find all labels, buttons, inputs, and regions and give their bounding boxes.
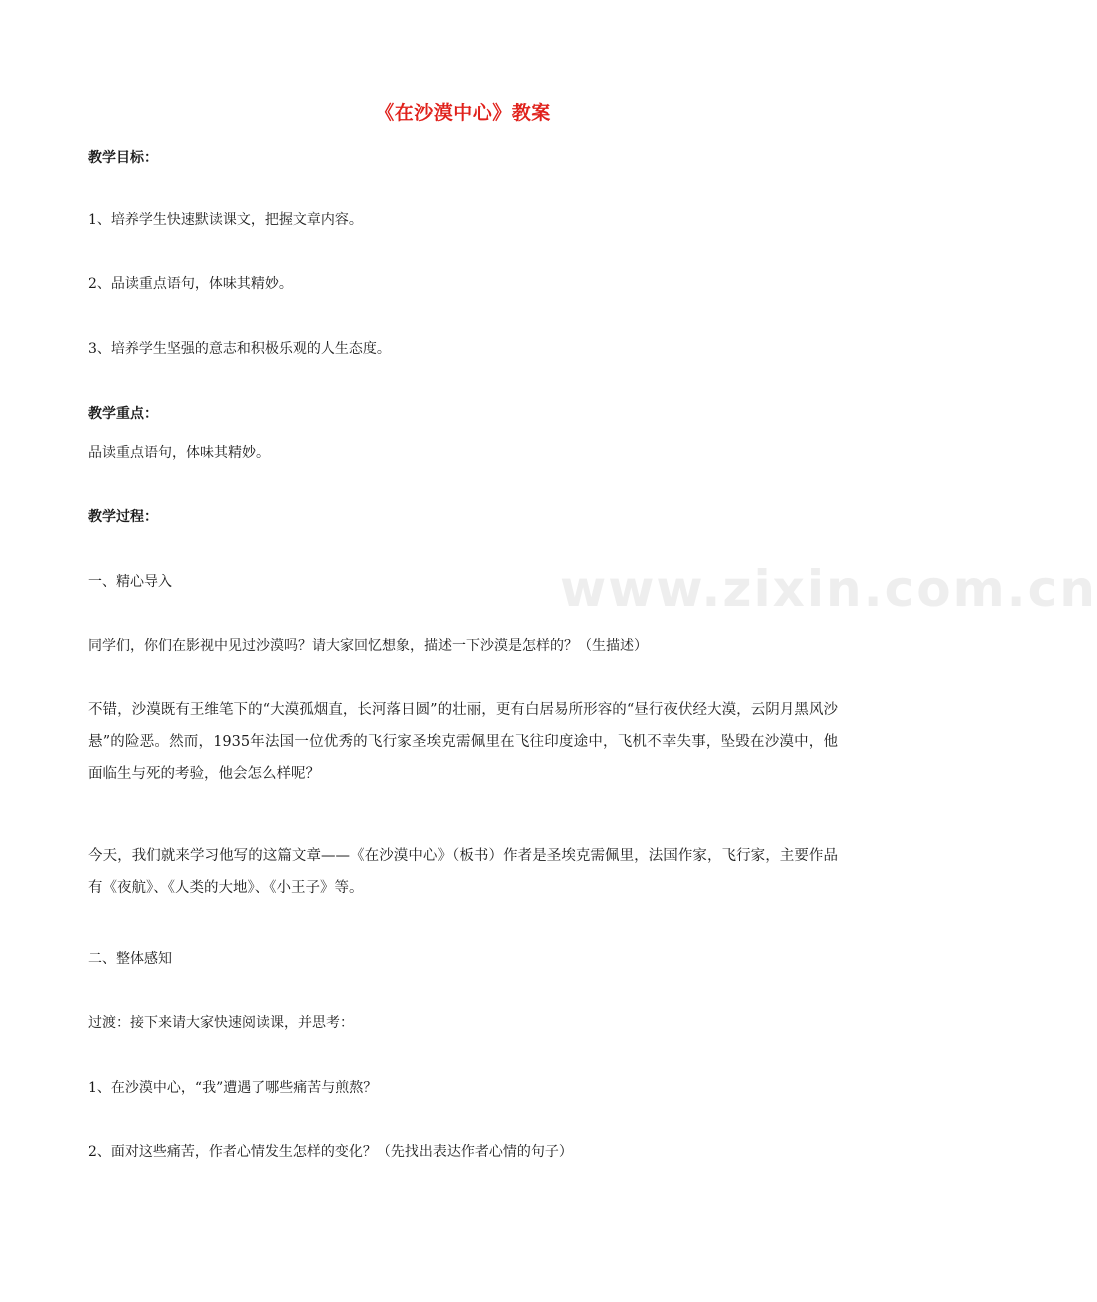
objectives-heading: 教学目标： (88, 150, 158, 166)
section2-heading: 二、整体感知 (88, 951, 172, 967)
watermark: www.zixin.com.cn (560, 560, 1097, 618)
objective-item-1: 1、培养学生快速默读课文，把握文章内容。 (88, 212, 363, 228)
section1-paragraph-1: 同学们，你们在影视中见过沙漠吗？请大家回忆想象，描述一下沙漠是怎样的？（生描述） (88, 638, 648, 654)
section2-transition: 过渡：接下来请大家快速阅读课，并思考： (88, 1015, 354, 1031)
document-title: 《在沙漠中心》教案 (375, 102, 551, 124)
objective-item-3: 3、培养学生坚强的意志和积极乐观的人生态度。 (88, 341, 391, 357)
process-heading: 教学过程： (88, 509, 158, 525)
key-points-heading: 教学重点： (88, 406, 158, 422)
section1-paragraph-3: 今天，我们就来学习他写的这篇文章——《在沙漠中心》（板书）作者是圣埃克需佩里，法国作家，飞行家，主要作品有《夜航》、《人类的大地》、《小王子》等。 (88, 848, 838, 896)
objective-item-2: 2、品读重点语句，体味其精妙。 (88, 276, 293, 292)
section1-paragraph-2: 不错，沙漠既有王维笔下的“大漠孤烟直，长河落日圆”的壮丽，更有白居易所形容的“昼行夜伏经大漠，云阴月黑风沙悬”的险恶。然而，1935年法国一位优秀的飞行家圣埃克需佩里在飞往印度途中，飞机不幸失事，坠毁在沙漠中，他面临生与死的考验，他会怎么样呢？ (88, 702, 838, 782)
section2-question-1: 1、在沙漠中心，“我”遭遇了哪些痛苦与煎熬？ (88, 1080, 378, 1096)
key-points-text: 品读重点语句，体味其精妙。 (88, 445, 270, 461)
section2-question-2: 2、面对这些痛苦，作者心情发生怎样的变化？（先找出表达作者心情的句子） (88, 1144, 573, 1160)
section1-heading: 一、精心导入 (88, 574, 172, 590)
